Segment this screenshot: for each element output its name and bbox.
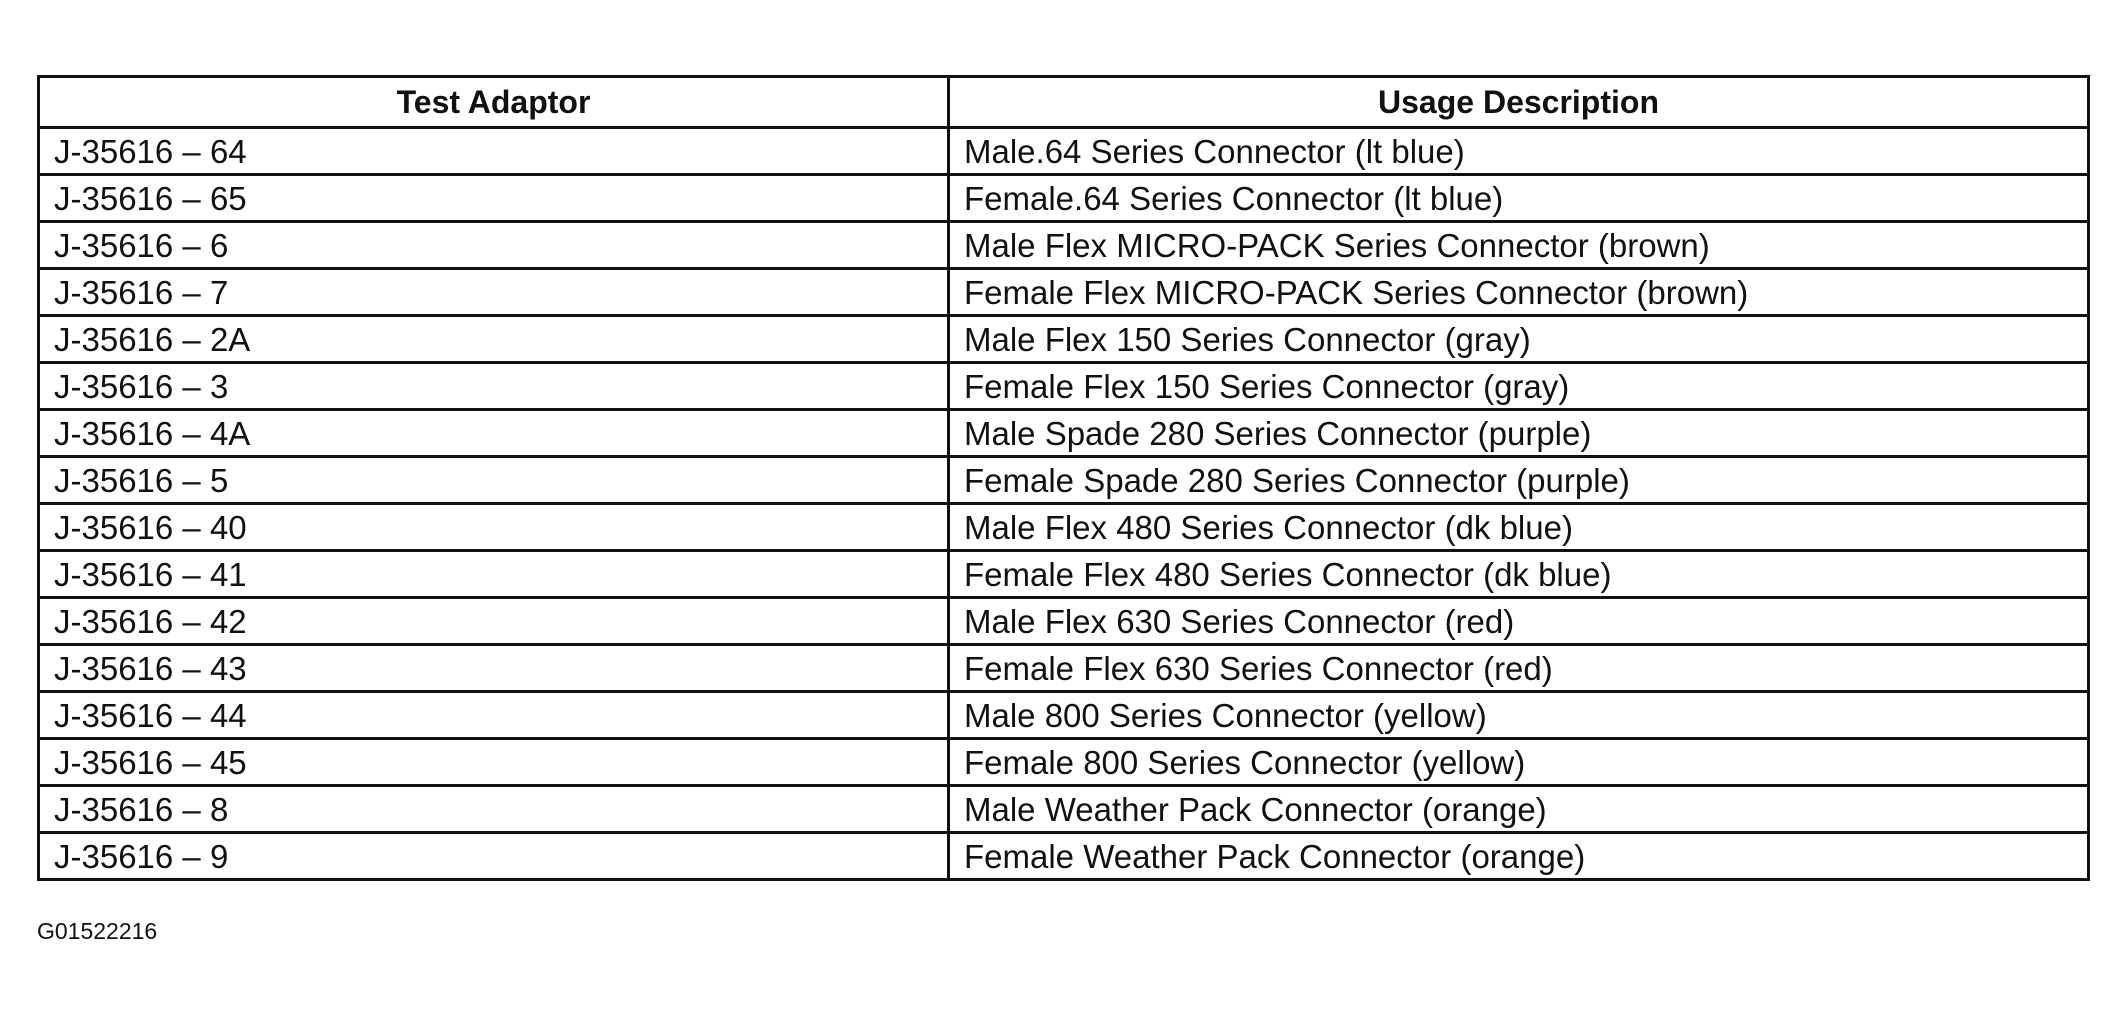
test-adaptor-cell: J-35616 – 40	[39, 504, 949, 551]
figure-id: G01522216	[37, 918, 158, 944]
test-adaptor-cell: J-35616 – 9	[39, 833, 949, 880]
test-adaptor-cell: J-35616 – 65	[39, 175, 949, 222]
usage-description-cell: Female Flex 480 Series Connector (dk blue)	[949, 551, 2089, 598]
usage-description-cell: Male Flex MICRO-PACK Series Connector (brown)	[949, 222, 2089, 269]
table-row	[39, 316, 2089, 363]
table-row	[39, 175, 2089, 222]
usage-description-cell: Male Spade 280 Series Connector (purple)	[949, 410, 2089, 457]
test-adaptor-cell: J-35616 – 6	[39, 222, 949, 269]
usage-description-cell: Female Spade 280 Series Connector (purple)	[949, 457, 2089, 504]
table-row	[39, 786, 2089, 833]
usage-description-cell: Male Weather Pack Connector (orange)	[949, 786, 2089, 833]
table-row	[39, 222, 2089, 269]
column-header-usage-description: Usage Description	[949, 77, 2089, 128]
usage-description-cell: Male 800 Series Connector (yellow)	[949, 692, 2089, 739]
table-row	[39, 457, 2089, 504]
test-adaptor-cell: J-35616 – 41	[39, 551, 949, 598]
usage-description-cell: Female.64 Series Connector (lt blue)	[949, 175, 2089, 222]
table-row	[39, 504, 2089, 551]
usage-description-cell: Male Flex 630 Series Connector (red)	[949, 598, 2089, 645]
test-adaptor-cell: J-35616 – 5	[39, 457, 949, 504]
usage-description-cell: Female Flex 630 Series Connector (red)	[949, 645, 2089, 692]
usage-description-cell: Male Flex 480 Series Connector (dk blue)	[949, 504, 2089, 551]
test-adaptor-cell: J-35616 – 4A	[39, 410, 949, 457]
usage-description-cell: Female Weather Pack Connector (orange)	[949, 833, 2089, 880]
test-adaptor-cell: J-35616 – 64	[39, 128, 949, 175]
table-row	[39, 363, 2089, 410]
table-row	[39, 598, 2089, 645]
table-row	[39, 833, 2089, 880]
usage-description-cell: Female 800 Series Connector (yellow)	[949, 739, 2089, 786]
column-header-test-adaptor: Test Adaptor	[39, 77, 949, 128]
test-adaptor-cell: J-35616 – 42	[39, 598, 949, 645]
table-row	[39, 739, 2089, 786]
table-row	[39, 551, 2089, 598]
test-adaptor-cell: J-35616 – 43	[39, 645, 949, 692]
table-row	[39, 692, 2089, 739]
usage-description-cell: Male.64 Series Connector (lt blue)	[949, 128, 2089, 175]
test-adaptor-cell: J-35616 – 44	[39, 692, 949, 739]
table-header-row	[39, 77, 2089, 128]
usage-description-cell: Male Flex 150 Series Connector (gray)	[949, 316, 2089, 363]
test-adaptor-cell: J-35616 – 3	[39, 363, 949, 410]
usage-description-cell: Female Flex 150 Series Connector (gray)	[949, 363, 2089, 410]
test-adaptor-cell: J-35616 – 45	[39, 739, 949, 786]
table-row	[39, 645, 2089, 692]
test-adaptor-cell: J-35616 – 2A	[39, 316, 949, 363]
adaptor-table	[37, 75, 2090, 881]
table-row	[39, 128, 2089, 175]
test-adaptor-cell: J-35616 – 8	[39, 786, 949, 833]
usage-description-cell: Female Flex MICRO-PACK Series Connector (brown)	[949, 269, 2089, 316]
test-adaptor-cell: J-35616 – 7	[39, 269, 949, 316]
table-row	[39, 410, 2089, 457]
table-row	[39, 269, 2089, 316]
